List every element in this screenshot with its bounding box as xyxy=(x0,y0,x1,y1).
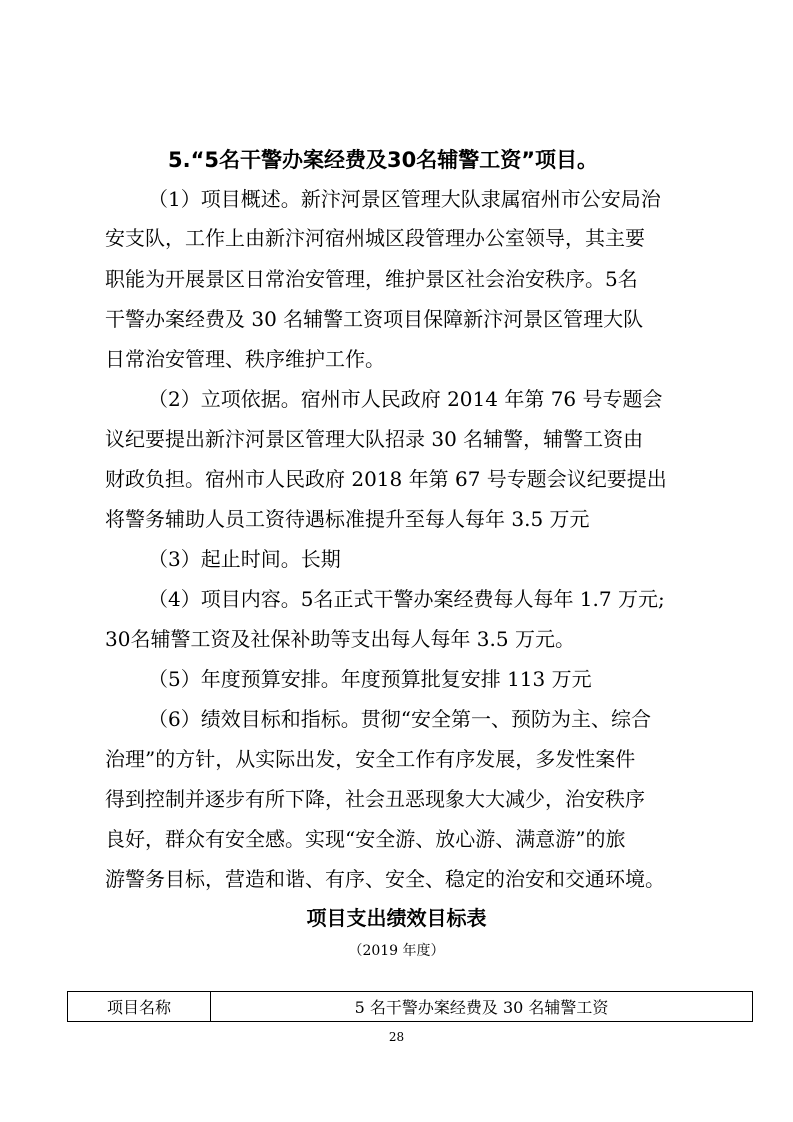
p1-line-4: 干警办案经费及 30 名辅警工资项目保障新汴河景区管理大队 xyxy=(105,307,644,331)
project-name-label: 项目名称 xyxy=(68,992,211,1022)
performance-target-table xyxy=(67,991,753,1022)
p1-line-2: 安支队，工作上由新汴河宿州城区段管理办公室领导，其主要 xyxy=(105,226,645,250)
p1-line-5: 日常治安管理、秩序维护工作。 xyxy=(105,347,385,371)
p4-line-2: 30名辅警工资及社保补助等支出每人每年 3.5 万元。 xyxy=(105,627,575,651)
p6-line-4: 良好，群众有安全感。实现“安全游、放心游、满意游”的旅 xyxy=(105,827,626,851)
table-title: 项目支出绩效目标表 xyxy=(306,906,487,930)
p1-line-1: （1）项目概述。新汴河景区管理大队隶属宿州市公安局治 xyxy=(148,187,661,211)
project-name-value: 5 名干警办案经费及 30 名辅警工资 xyxy=(211,992,753,1022)
table-year: （2019 年度） xyxy=(348,943,445,959)
p3-line-1: （3）起止时间。长期 xyxy=(148,547,341,571)
p2-line-3: 财政负担。宿州市人民政府 2018 年第 67 号专题会议纪要提出 xyxy=(105,467,667,491)
p2-line-1: （2）立项依据。宿州市人民政府 2014 年第 76 号专题会 xyxy=(148,387,663,411)
p4-line-1: （4）项目内容。5名正式干警办案经费每人每年 1.7 万元; xyxy=(148,587,665,611)
p6-line-3: 得到控制并逐步有所下降，社会丑恶现象大大减少，治安秩序 xyxy=(105,787,645,811)
p6-line-5: 游警务目标，营造和谐、有序、安全、稳定的治安和交通环境。 xyxy=(105,867,665,891)
p5-line-1: （5）年度预算安排。年度预算批复安排 113 万元 xyxy=(148,667,592,691)
section-heading: 5.“5名干警办案经费及30名辅警工资”项目。 xyxy=(168,148,599,172)
p1-line-3: 职能为开展景区日常治安管理，维护景区社会治安秩序。5名 xyxy=(105,267,638,291)
p6-line-1: （6）绩效目标和指标。贯彻“安全第一、预防为主、综合 xyxy=(148,707,651,731)
table-row xyxy=(68,992,753,1022)
p6-line-2: 治理”的方针，从实际出发，安全工作有序发展，多发性案件 xyxy=(105,747,636,771)
p2-line-2: 议纪要提出新汴河景区管理大队招录 30 名辅警，辅警工资由 xyxy=(105,427,644,451)
p2-line-4: 将警务辅助人员工资待遇标准提升至每人每年 3.5 万元 xyxy=(105,507,590,531)
page-number: 28 xyxy=(388,1030,405,1044)
